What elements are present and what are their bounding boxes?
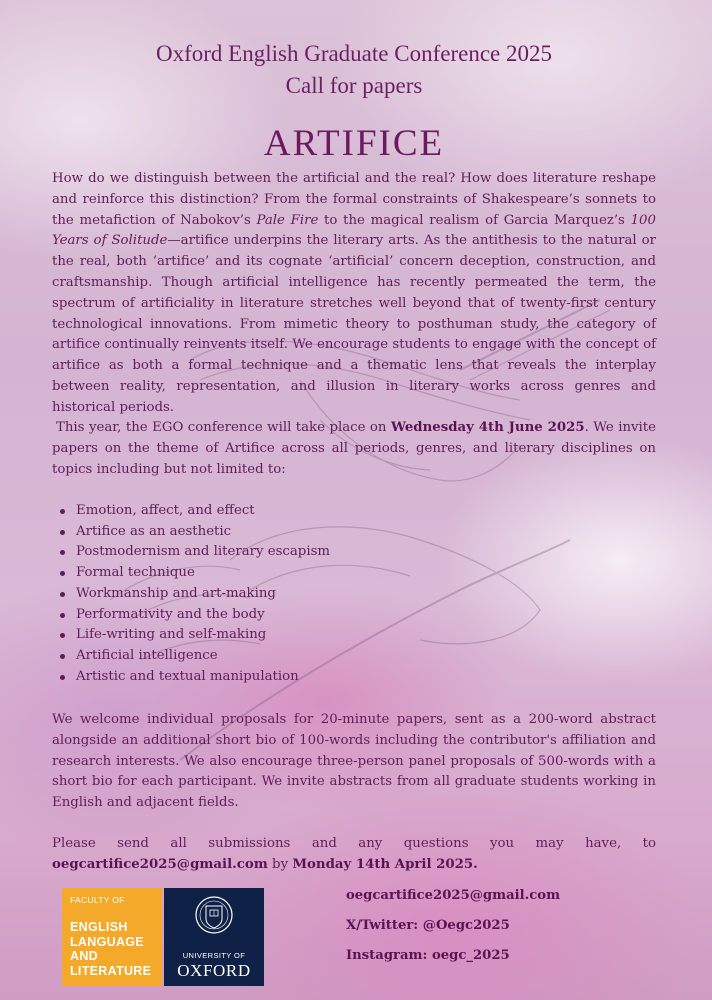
- list-item: Formal technique: [52, 563, 656, 584]
- intro-text-2: to the magical realism of Garcia Marquez’s: [318, 212, 631, 228]
- faculty-name-line-4: LITERATURE: [70, 963, 152, 978]
- list-item: Postmodernism and literary escapism: [52, 542, 656, 563]
- list-item: Artistic and textual manipulation: [52, 667, 656, 688]
- hundred-years-title: 100 Years of Solitude: [52, 212, 656, 249]
- contact-email[interactable]: oegcartifice2025@gmail.com: [346, 888, 561, 903]
- oxford-label: OXFORD: [177, 961, 251, 980]
- submission-by: by: [267, 857, 293, 872]
- faculty-of-label: FACULTY OF: [70, 895, 125, 905]
- date-text-after: . We invite papers on the theme of Artifice across all periods, genres, and literary disciplines on topics including but not limited to:: [52, 420, 656, 477]
- topic-list: [52, 501, 656, 687]
- call-for-papers-subtitle: Call for papers: [285, 73, 423, 98]
- university-of-label: UNIVERSITY OF: [182, 951, 246, 960]
- date-text-before: This year, the EGO conference will take place on: [56, 420, 391, 435]
- faculty-name-line-3: AND: [70, 949, 98, 963]
- faculty-name-line-1: ENGLISH: [70, 920, 128, 934]
- list-item: Performativity and the body: [52, 605, 656, 626]
- university-of-oxford-logo[interactable]: [164, 888, 264, 986]
- contact-twitter[interactable]: X/Twitter: @Oegc2025: [346, 918, 510, 933]
- list-item: Emotion, affect, and effect: [52, 501, 656, 522]
- list-item: Artifice as an aesthetic: [52, 522, 656, 543]
- faculty-name: [70, 920, 151, 978]
- list-item: Workmanship and art-making: [52, 584, 656, 605]
- contact-instagram[interactable]: Instagram: oegc_2025: [346, 948, 510, 963]
- submission-line: Please send all submissions and any questions you may have, to: [52, 836, 656, 851]
- intro-paragraph: [52, 169, 656, 419]
- submission-email-link[interactable]: oegcartifice2025@gmail.com: [52, 857, 268, 872]
- submission-deadline: Monday 14th April 2025.: [292, 857, 478, 872]
- faculty-english-logo[interactable]: [62, 888, 162, 986]
- list-item: Life-writing and self-making: [52, 625, 656, 646]
- list-item: Artificial intelligence: [52, 646, 656, 667]
- proposals-paragraph: We welcome individual proposals for 20-minute papers, sent as a 200-word abstract alongside an additional short bio of 100-words including the contributor's affiliation and research interests. We also encourage three-person panel proposals of 500-words with a short bio for each participant. We invite abstracts from all graduate students working in English and adjacent fields.: [52, 712, 656, 811]
- submission-details: [52, 855, 656, 876]
- intro-text-1: How do we distinguish between the artificial and the real? How does literature reshape and reinforce this distinction? From the formal constraints of Shakespeare’s sonnets to the metafiction of Nabokov’s: [52, 171, 656, 228]
- intro-text-3: —artifice underpins the literary arts. As the antithesis to the natural or the real, both ‘artifice’ and its cognate ‘artificial’ concern deception, construction, and craftsmanship. Though artificial intelligence has recently permeated the term, the spectrum of artificiality in literature stretches well beyond that of twenty-first century technological innovations. From mimetic theory to posthuman study, the category of artifice continually reinvents itself. We encourage students to engage with the concept of artifice as both a formal technique and a thematic lens that reveals the interplay between reality, representation, and illusion in literary works across genres and historical periods.: [52, 233, 656, 415]
- pale-fire-title: Pale Fire: [256, 212, 319, 228]
- theme-title: ARTIFICE: [263, 123, 445, 164]
- faculty-name-line-2: LANGUAGE: [70, 934, 144, 949]
- conference-title: Oxford English Graduate Conference 2025: [156, 41, 552, 66]
- oxford-crest-icon: [194, 893, 234, 947]
- conference-date: Wednesday 4th June 2025: [390, 420, 585, 435]
- date-paragraph: [52, 418, 656, 480]
